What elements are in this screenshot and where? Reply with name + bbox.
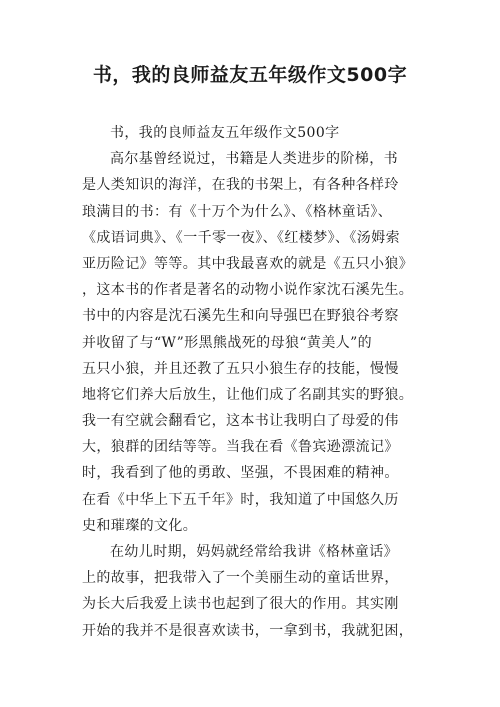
text-line: 上的故事，把我带入了一个美丽生动的童话世界， [82, 570, 399, 587]
document-title: 书，我的良师益友五年级作文500字 [92, 64, 408, 86]
text-line: 书中的内容是沈石溪先生和向导强巴在野狼谷考察 [82, 308, 399, 325]
text-line: 开始的我并不是很喜欢读书，一拿到书，我就犯困， [82, 622, 414, 639]
document-body [82, 120, 432, 644]
text-line: 高尔基曾经说过，书籍是人类进步的阶梯，书 [110, 151, 398, 168]
text-line: 《成语词典》、《一千零一夜》、《红楼梦》、《汤姆索 [82, 229, 400, 246]
text-line: 为长大后我爱上读书也起到了很大的作用。其实刚 [82, 596, 399, 613]
text-line: 亚历险记》等等。其中我最喜欢的就是《五只小狼》 [82, 255, 414, 272]
text-line: 史和璀璨的文化。 [82, 517, 198, 534]
text-line: 书，我的良师益友五年级作文500字 [110, 125, 340, 141]
text-line: 琅满目的书：有《十万个为什么》、《格林童话》、 [82, 203, 393, 220]
text-line: 我一有空就会翻看它，这本书让我明白了母爱的伟 [82, 413, 399, 430]
text-line: 大，狼群的团结等等。当我在看《鲁宾逊漂流记》 [82, 439, 399, 456]
text-line: 并收留了与“W”形黑熊战死的母狼“黄美人”的 [82, 334, 373, 351]
text-line: ，这本书的作者是著名的动物小说作家沈石溪先生。 [82, 282, 414, 299]
text-line: 五只小狼，并且还教了五只小狼生存的技能，慢慢 [82, 360, 399, 377]
text-line: 在幼儿时期，妈妈就经常给我讲《格林童话》 [110, 544, 398, 560]
text-line: 在看《中华上下五千年》时，我知道了中国悠久历 [82, 491, 399, 508]
text-line: 是人类知识的海洋，在我的书架上，有各种各样玲 [82, 177, 399, 194]
text-line: 时，我看到了他的勇敢、坚强，不畏困难的精神。 [82, 465, 399, 482]
text-line: 地将它们养大后放生，让他们成了名副其实的野狼。 [82, 386, 414, 403]
